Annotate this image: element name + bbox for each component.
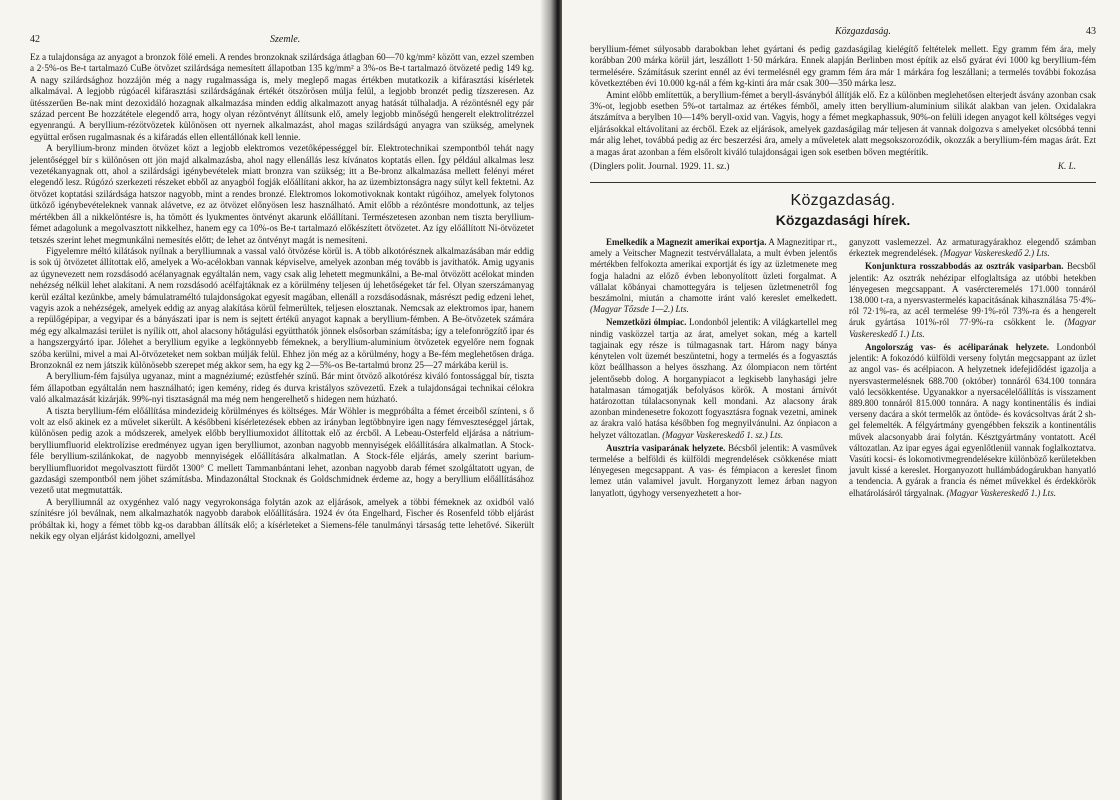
running-head: Szemle. — [270, 34, 301, 45]
news-item — [590, 317, 837, 440]
page-header — [30, 34, 534, 52]
paragraph: A berylliumnál az oxygénhez való nagy vegyrokonsága folytán azok az eljárások, amelyek a többi fémeknek az oxidból való színitésre jól beválnak, nem alkalmazhatók nagyobb darabok előállítására. 1924 év óta Engelhard, Fischer és Rosenfeld több eljárást próbáltak ki, hogy a fémet több kg-os darabban állítsák elő; a kísérleteket a Siemens-féle tanulmányi társaság tette lehetővé. Sikerült nekik egy olyan eljárást kidolgozni, amellyel — [30, 496, 534, 542]
paragraph: Figyelemre méltó kilátások nyílnak a berylliumnak a vassal való ötvözése körül is. A több alkotórésznek alkalmazásában már eddig is sok új ötvözetet állítottak elő, amelyek a Wo-acélokban vannak képviselve, amelyek azonban még tovább is javíthatók. Amig ugyanis az úgynevezett nem rozsdásodó acélanyagnak egyáltalán nem, vagy csak alig lehetett megmunkálni, a Be-mal ötvözött acélokat minden nehézség nélkül lehet alakítani. A nem rozsdásodó acélfajtáknak ez a körülmény teljesen új lehetőségeket tár fel. Olyan szerszámanyag kerül ezáltal kezünkbe, amely bámulatraméltó tulajdonságokat egyesít magában, ellenáll a rozsdásodásnak, másrészt pedig edzeni lehet, vagyis azok a nehézségek, amelyek eddig az anyag alakítása körül felmerültek, teljesen elosztanak. Nemcsak az elektromos ipar, hanem a repülőgépipar, a vegyipar és a bányászati ipar is nem is sejtett értékű anyagot kapnak a beryllium-fémben. A Be-ötvözetek számára még egy alkalmazási terület is nyílik ott, ahol alacsony hőtágulási együtthatók jönnek elsősorban számításba; így a telefonrögzítő ipar és a hangszergyártó ipar. Jólehet a beryllium egyike a legkönnyebb fémeknek, a beryllium-aluminium ötvözetek egyelőre nem fognak szóba kerülni, mivel a mai Al-ötvözeteket nem sokban múlják felül. Ehhez jön még az a körülmény, hogy a Be-fém meglehetősen drága. Bronzoknál ez nem játszik különösebb szerepet még akkor sem, ha egy kg 2—5%-os Be-tartalmú bronz 25—27 márkába kerül is. — [30, 245, 534, 370]
news-item-citation: (Magyar Vaskereskedő 2.) Lts. — [940, 248, 1050, 259]
news-columns — [590, 237, 1096, 501]
article-source: (Dinglers polit. Journal. 1929. 11. sz.) — [590, 161, 730, 172]
section-divider — [590, 182, 1096, 183]
news-item-citation: (Magyar Vaskereskedő 1.) Lts. — [946, 487, 1056, 498]
news-item — [590, 237, 837, 315]
subsection-title: Közgazdasági hírek. — [775, 212, 911, 229]
page-number: 43 — [1086, 26, 1096, 37]
paragraph: Ez a tulajdonsága az anyagot a bronzok fölé emeli. A rendes bronzoknak szilárdsága átlagban 60—70 kg/mm² között van, ezzel szemben a 2·5%-os Be-t tartalmazó CuBe ötvözet szilárdsága nemesített állapotban 135 kg/mm² a 3%-os Be-t tartalmazó ötvözeté pedig 149 kg. A nagy szilárdsághoz hozzájön még a nagy rugalmassága is, mely meglepő magas értékben mutatkozik a kifárasztási kísérletek alkalmával. A legjobb rúgóacél kifárasztási szilárdságának értékét ötszörösen múlja felül, a legjobb bronzét pedig tízszeresen. Az ütésszerűen Be-nak mint dezoxidáló hozagnak alkalmazása minden eddig alkalmazott anyag hatását túlhaladja. A rézöntésnél egy pár század percent Be hozzátétele elegendő arra, hogy olyan rézöntvényt állítsunk elő, amely legjobb minőségű hengerelt elektrolitrézzel egyenrangú. A beryllium-rézötvözetek különösen ott nyernek alkalmazást, ahol magas szilárdságú anyagra van szükség, amelynek együttal erősen rugalmasnak és a kifáradás ellen ellentállónak kell lennie. — [30, 52, 534, 142]
news-item-citation: (Magyar Vaskereskedő 1.) Lts. — [849, 317, 1097, 339]
section-title: Közgazdaság. — [790, 192, 896, 210]
paragraph: Amint előbb említettük, a beryllium-fémet a beryll-ásványból állítják elő. Ez a különben meglehetősen elterjedt ásvány azonban csak 3%-ot, legjobb esetben 5%-ot tartalmaz az értékes fémből, amely itten beryllium-aluminium silikát alakban van jelen. Oxidalakra átszámítva a berylben 10—14% beryll-oxid van. Vagyis, hogy a fémet megkaphassuk, 90%-on felüli idegen anyagot kell költséges vegyi eljárásokkal eltávolítani az ércből. Ezek az eljárások, amelyek gazdaságilag már teljesen át vannak dolgozva s amelyeket olcsóbbá tenni már alig lehet, továbbá pedig az érc beszerzési ára, amely a műveletek alatt megsokszorozódik, okozzák a beryllium-fém magas árát. Ezt a magas árat azonban a fém elsőrolt kiváló tulajdonságai igen sok esetben bőven megtérítik. — [590, 89, 1096, 157]
news-item — [849, 237, 1096, 259]
news-item-citation: (Magyar Vaskereskedő 1. sz.) Lts. — [662, 429, 784, 440]
running-head: Közgazdaság. — [835, 26, 891, 37]
news-column-1 — [590, 237, 837, 501]
right-page — [562, 0, 1120, 800]
author-signature: K. L. — [1057, 161, 1076, 172]
news-item-body: Londonból jelentik: A fokozódó külföldi verseny folytán megcsappant az üzlet az angol vas- és acélpiacon. A helyzetnek idefejidődést igazolja a nyersvastermelésnek 688.700 (október) tonnáról 634.100 tonnára való lecsökkentése. Ugyanakkor a nyersacélelőállítás is visszament 889.800 tonnáról 815.000 tonnára. A nagy kontinentális és indiai verseny dacára a skót termelők az öntöde- és kovácsoltvas árát 2 sh-gel felemelték. A félgyártmány gyengébben fekszik a kontinentális művek alacsonyabb árai folytán. Késztgyártmány vontatott. Acél változatlan. Az ipar egyes ágai egyenlőtlenül vannak foglalkoztatva. Vasúti kocsi- és lokomotivmegrendelésekre különböző kerületekben javult kissé a kereslet. Horganyozott hullámbádogárukban hanyatló a tendencia. A gyárak a francia és német művekkel és érdekkörök elhatárolásáról tárgyalnak. — [849, 341, 1096, 498]
news-item-body: A Magnezitipar rt., amely a Veitscher Magnezit testvérvállalata, a mult évben jelentős mértékben felfokozta amerikai exportját és így az üzletmenete meg fogja haladni az előző évben lebonyolított üzleti forgalmat. A vállalat kőbányai chamottegyára is teljesen üzletmenetről fog beszámolni, miután a chamotte iránt való kereslet emelkedett. — [590, 237, 837, 304]
news-item — [849, 342, 1096, 499]
news-column-2 — [849, 237, 1096, 501]
news-item-body: Bécsből jelentik: A vasművek termelése a belföldi és külföldi megrendelések csökkenése miatt lényegesen megcsappant. A vas- és fémpiacon a kereslet finom lemez után valamivel javult. Horganyzott lemez árban nagyon lanyatlott, úgyhogy versenyezhetett a hor- — [590, 442, 837, 498]
news-item-body: ganyzott vaslemezzel. Az armaturagyárakhoz elegendő számban érkeztek megrendelések. — [849, 237, 1096, 259]
news-item-body: Londonból jelentik: A világkartellel meg nindig vasközzel tartja az árat, amelyet sokan, még a kartell tagjainak egy része is túlmagasnak tart. Három nagy bánya kénytelen volt üzemét beszüntetni, hogy a termelés és a fogyasztás közt beállhasson a helyes összhang. Az ólompiacon nem történt jelentősebb dolog. A horganypiacot a legkisebb lanyhasági jelre hatalmasan támogatják befolyásos körök. A mostani árnívót határozottan túlalacsonynak kell mondani. Az alacsony árak azonban mindenesetre fokozott fogyasztásra fognak vezetni, aminek az árakra való hatása későbben fog megnyilvánulni. Az ónpiacon a helyzet változatlan. — [590, 317, 837, 440]
news-item-title: Ausztria vasiparának helyzete. — [606, 442, 726, 453]
news-item — [590, 443, 837, 499]
news-item-citation: (Magyar Tőzsde 1—2.) Lts. — [590, 304, 689, 315]
news-item-title: Emelkedik a Magnezit amerikai exportja. — [606, 237, 767, 248]
page-number: 42 — [30, 34, 40, 45]
paragraph: A beryllium-bronz minden ötvözet közt a legjobb elektromos vezetőképességgel bír. Elektrotechnikai szempontból tehát nagy jelentőséggel bír s különösen ott jön majd alkalmazásba, ahol nagy ellenállás lesz kívánatos koptatás ellen. Így például alkalmas lesz vezetékanyagnak ott, ahol a szilárdsági igénybevételek miatt bronzra van szükség; itt a Be-bronz alkalmazása mellett felényi méret elegendő lesz. Rúgózó szerkezeti részeket ebből az anyagból fogják előállítani akkor, ha az üzembiztonságra nagy súlyt kell fektetni. Az ötvözet koptatási szilárdsága hatszor nagyobb, mint a rendes bronzé. Elektromos lokomotivoknak kontakt rúgóihoz, amelyek folytonos ütköző igénybevételeknek vannak alávetve, ez az ötvözet előnyösen lesz használható. Amit előbb a rézöntésre mondottunk, az teljes mértékben áll a nikkelöntésre is, ha tömött és lyukmentes öntvényt akarunk előállítani. Természetesen azonban nem tiszta beryllium-fémet adagolunk a megolvasztott nikkelhez, hanem egy ca 10%-os Be-t tartalmazó előkészített ötvözetet. Az így előállított Ni-ötvözetet tetszés szerint lehet megmunkálni nemesítés előtt; de lehet az öntvényt magát is nemesíteni. — [30, 143, 534, 245]
news-item-body: Becsből jelentik: Az osztrák nehézipar elfoglaltsága az utóbbi hetekben lényegesen megcsappant. A vasércteremelés 171.000 tonnáról 138.000 t-ra, a nyersvastermelés kapacitásának kihasználása 75·4%-ról 72·1%-ra, az acél termelése 99·1%-ról 73%-ra és a hengerelt áruk gyártása 101%-ról 77·9%-ra csökkent le. — [849, 261, 1097, 328]
article-source-line — [590, 160, 1096, 172]
paragraph: beryllium-fémet súlyosabb darabokban lehet gyártani és pedig gazdaságilag kielégítő feltételek mellett. Egy gramm fém ára, mely korábban 200 márka körül járt, leszállott 1·50 márkára. Ennek alapján Berlinben most építik az első gyárat évi 1000 kg beryllium-fém termelésére. Számításuk szerint ennél az évi termelésnél egy gramm fém ára már 1 márkára fog leszállani; a termelés további fokozása következtében évi 10.000 kg-nál a fém kg-kinti ára már csak 300—350 márka lesz. — [590, 44, 1096, 89]
news-item — [849, 261, 1096, 339]
news-item-title: Konjunktura rosszabbodás az osztrák vasiparban. — [865, 261, 1064, 272]
news-item-title: Angolország vas- és acéliparának helyzete. — [865, 341, 1050, 352]
left-page — [0, 0, 556, 800]
paragraph: A tiszta beryllium-fém előállítása mindezideig körülményes és költséges. Már Wöhler is megpróbálta a fémet érceiből színteni, s ő volt az első akinek ez a művelet sikerült. A későbbeni kísérletezések ebben az irányban legtöbbnyire igen nagy fémveszteséggel jártak, különösen pedig azok a módszerek, amelyek előbb berylliumoxidot állítottak elő az ércből. A Lebeau-Osterfeld eljárása a nátrium-berylliumfluorid elektrolízise eredményez ugyan igen berylliumot, azonban nagyobb mennyiségek előállítására alkalmatlan. A Stock-féle beryllium-szilánkokat, de nagyobb mennyiségek előállítására alkalmatlan. A Stock-féle eljárás, amely szerint barium-berylliumfluoridot megolvasztott fürdőt 1300° C mellett Tammanbántani lehet, azonban nagyobb darab fémet szolgáltatott ugyan, de gazdasági szempontból nem jöhet számításba. Mindazonáltal Stocknak és Goldschmidnek érdeme az, hogy a beryllium előállításához vezető utat megmutatták. — [30, 405, 534, 496]
paragraph: A beryllium-fém fajsúlya ugyanaz, mint a magnéziumé; ezüstfehér színű. Bár mint ötvöző alkotórész kiváló fontossággal bír, tiszta fém állapotban egyáltalán nem használható; igen kemény, rideg és durva kristályos szövezetű. Ezek a tulajdonságai technikai célokra való alkalmazását kizárják. 99%-nyi tisztaságnál ma még nem hengerelhető s hidegen nem húzható. — [30, 371, 534, 405]
news-item-title: Nemzetközi ólmpiac. — [606, 317, 687, 328]
page-header — [590, 26, 1096, 44]
